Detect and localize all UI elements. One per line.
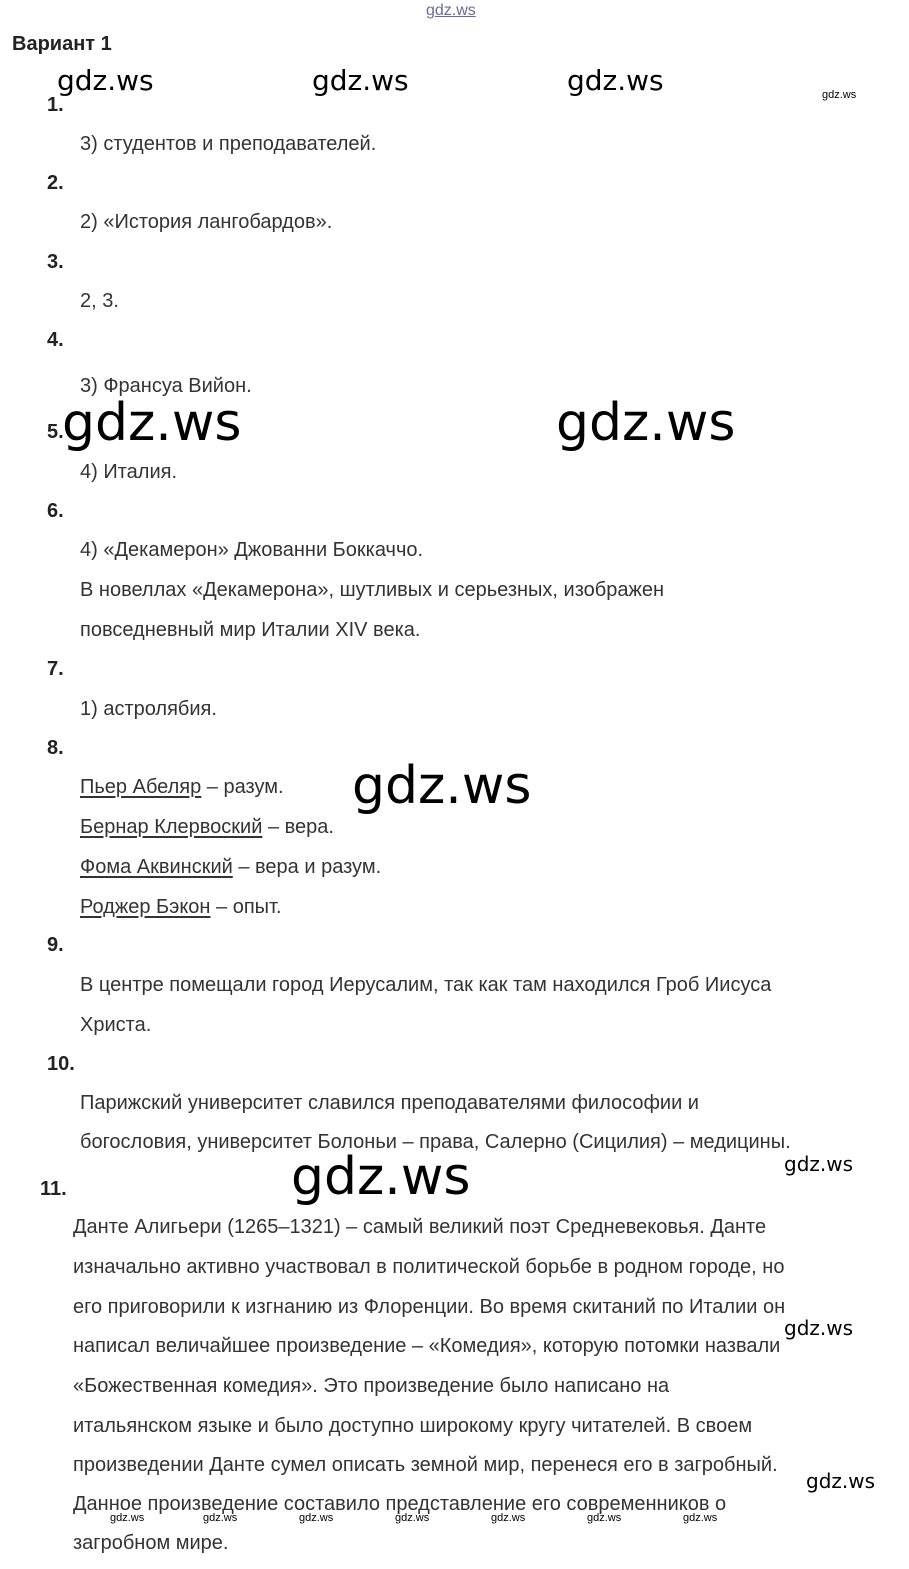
watermark: gdz.ws — [567, 64, 664, 97]
watermark: gdz.ws — [203, 1512, 238, 1524]
answer-3: 2, 3. — [80, 290, 119, 312]
answer-11-line-5: «Божественная комедия». Это произведение было написано на — [73, 1375, 670, 1397]
watermark: gdz.ws — [784, 1316, 854, 1340]
question-number-4: 4. — [47, 329, 64, 351]
watermark: gdz.ws — [806, 1469, 876, 1493]
question-number-3: 3. — [47, 251, 64, 273]
watermark: gdz.ws — [784, 1152, 854, 1176]
philosopher-name: Фома Аквинский — [80, 856, 233, 878]
watermark: gdz.ws — [312, 64, 409, 97]
question-number-5: 5. — [47, 421, 64, 443]
question-number-11: 11. — [40, 1178, 67, 1200]
answer-9-line-1: В центре помещали город Иерусалим, так как там находился Гроб Иисуса — [80, 974, 772, 996]
answer-1: 3) студентов и преподавателей. — [80, 133, 377, 155]
answer-11-line-4: написал величайшее произведение – «Комедия», которую потомки назвали — [73, 1335, 781, 1357]
answer-8-pair-1 — [80, 777, 284, 797]
philosopher-principle: – вера и разум. — [232, 856, 382, 878]
answer-6-line-1: 4) «Декамерон» Джованни Боккаччо. — [80, 539, 424, 561]
answer-11-line-1: Данте Алигьери (1265–1321) – самый великий поэт Средневековья. Данте — [73, 1216, 767, 1238]
answer-7: 1) астролябия. — [80, 698, 217, 720]
watermark: gdz.ws — [352, 756, 532, 816]
answer-10-line-1: Парижский университет славился преподавателями философии и — [80, 1092, 699, 1114]
answer-8-pair-2 — [80, 817, 334, 837]
watermark: gdz.ws — [822, 89, 857, 101]
answer-11-line-9: загробном мире. — [73, 1532, 229, 1554]
answer-2: 2) «История лангобардов». — [80, 211, 333, 233]
answer-6-line-3: повседневный мир Италии XIV века. — [80, 619, 421, 641]
answer-11-line-2: изначально активно участвовал в политической борьбе в родном городе, но — [73, 1256, 785, 1278]
philosopher-name: Пьер Абеляр — [80, 776, 202, 798]
question-number-10: 10. — [47, 1053, 75, 1075]
answer-6-line-2: В новеллах «Декамерона», шутливых и серьезных, изображен — [80, 579, 665, 601]
variant-title: Вариант 1 — [12, 33, 112, 55]
question-number-6: 6. — [47, 500, 64, 522]
question-number-1: 1. — [47, 94, 64, 116]
watermark: gdz.ws — [62, 393, 242, 453]
answer-10-line-2: богословия, университет Болоньи – права, Салерно (Сицилия) – медицины. — [80, 1131, 791, 1153]
watermark: gdz.ws — [291, 1147, 471, 1207]
answer-9-line-2: Христа. — [80, 1014, 152, 1036]
answer-11-line-8: Данное произведение составило представление его современников о — [73, 1493, 727, 1515]
answer-4: 3) Франсуа Вийон. — [80, 375, 252, 397]
question-number-2: 2. — [47, 172, 64, 194]
philosopher-principle: – вера. — [262, 816, 334, 838]
answer-11-line-7: произведении Данте сумел описать земной мир, перенеся его в загробный. — [73, 1454, 778, 1476]
watermark: gdz.ws — [491, 1512, 526, 1524]
question-number-9: 9. — [47, 934, 64, 956]
answer-11-line-6: итальянском языке и было доступно широкому кругу читателей. В своем — [73, 1415, 753, 1437]
watermark: gdz.ws — [395, 1512, 430, 1524]
watermark: gdz.ws — [110, 1512, 145, 1524]
watermark: gdz.ws — [587, 1512, 622, 1524]
top-watermark: gdz.ws — [426, 2, 476, 19]
question-number-7: 7. — [47, 658, 64, 680]
philosopher-principle: – опыт. — [210, 896, 282, 918]
philosopher-name: Роджер Бэкон — [80, 896, 211, 918]
question-number-8: 8. — [47, 737, 64, 759]
answer-8-pair-4 — [80, 897, 282, 917]
philosopher-principle: – разум. — [201, 776, 284, 798]
answer-8-pair-3 — [80, 857, 381, 877]
watermark: gdz.ws — [57, 64, 154, 97]
watermark: gdz.ws — [683, 1512, 718, 1524]
answer-11-line-3: его приговорили к изгнанию из Флоренции. Во время скитаний по Италии он — [73, 1296, 786, 1318]
watermark: gdz.ws — [556, 393, 736, 453]
answer-5: 4) Италия. — [80, 461, 178, 483]
watermark: gdz.ws — [299, 1512, 334, 1524]
philosopher-name: Бернар Клервоский — [80, 816, 263, 838]
